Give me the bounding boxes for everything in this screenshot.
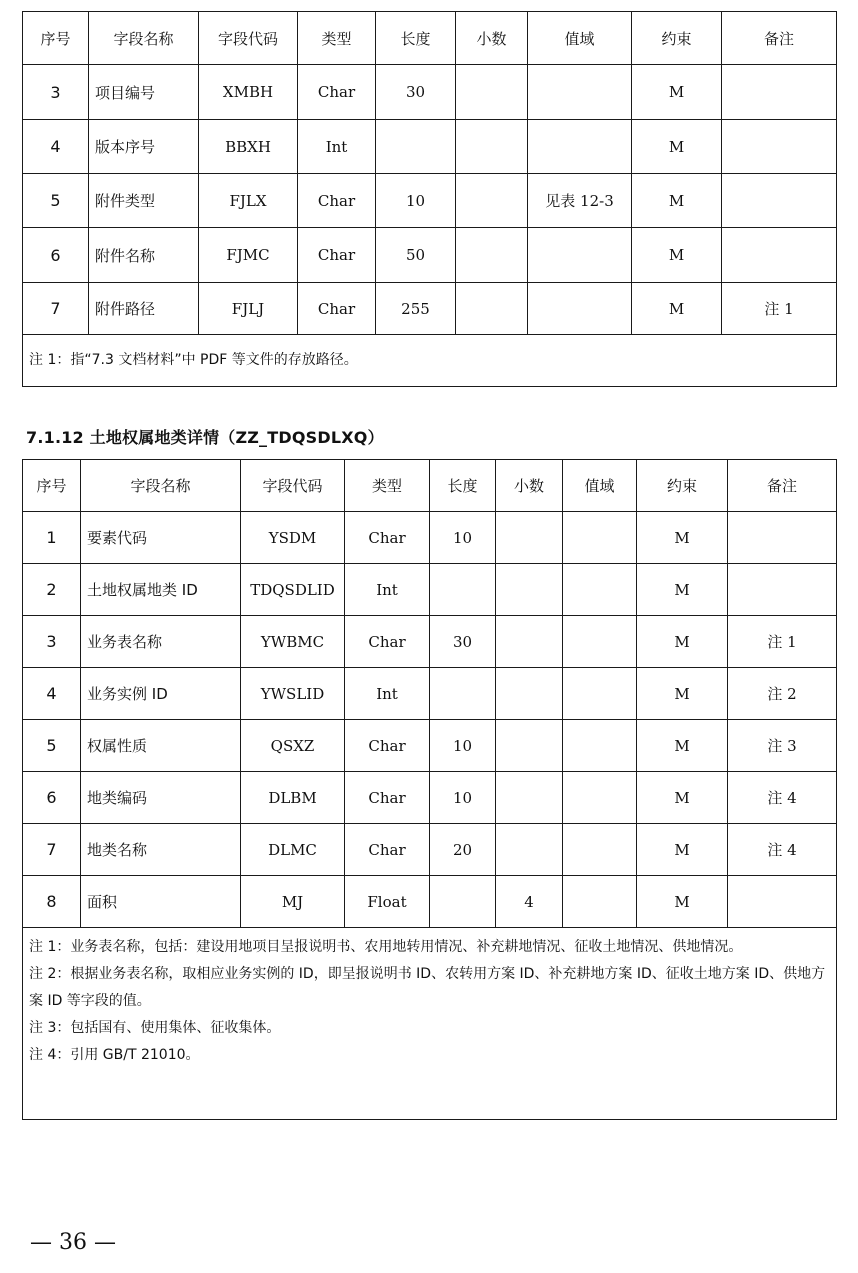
- cell-code: FJLJ: [199, 283, 298, 335]
- cell-no: 3: [23, 616, 81, 668]
- cell-remark: [728, 876, 837, 928]
- cell-code: BBXH: [199, 120, 298, 174]
- cell-domain: [528, 283, 632, 335]
- cell-domain: 见表 12-3: [528, 174, 632, 228]
- table-row: [23, 772, 837, 824]
- cell-code: TDQSDLID: [241, 564, 345, 616]
- cell-code: QSXZ: [241, 720, 345, 772]
- header-cell: 小数: [496, 460, 563, 512]
- cell-constraint: M: [637, 616, 728, 668]
- cell-decimal: [496, 720, 563, 772]
- cell-name: 要素代码: [81, 512, 241, 564]
- header-cell: 序号: [23, 12, 89, 65]
- cell-decimal: [456, 120, 528, 174]
- cell-decimal: [456, 174, 528, 228]
- table-row: [23, 564, 837, 616]
- cell-length: 30: [376, 65, 456, 120]
- note-text: 注 4：引用 GB/T 21010。: [29, 1047, 200, 1063]
- cell-constraint: M: [632, 228, 722, 283]
- cell-remark: 注 4: [728, 772, 837, 824]
- cell-no: 7: [23, 283, 89, 335]
- cell-length: [430, 564, 496, 616]
- notes-cell: [23, 928, 837, 1120]
- table-notes-row: [23, 928, 837, 1120]
- cell-length: [430, 668, 496, 720]
- header-cell: 长度: [376, 12, 456, 65]
- cell-name: 业务表名称: [81, 616, 241, 668]
- header-cell: 字段名称: [89, 12, 199, 65]
- field-table-land-ownership: [22, 459, 837, 1120]
- cell-no: 5: [23, 174, 89, 228]
- cell-length: 10: [430, 772, 496, 824]
- cell-code: MJ: [241, 876, 345, 928]
- table-row: [23, 174, 837, 228]
- cell-length: [376, 120, 456, 174]
- header-cell: 值域: [563, 460, 637, 512]
- table-row: [23, 668, 837, 720]
- cell-remark: [728, 564, 837, 616]
- cell-type: Int: [345, 564, 430, 616]
- table-row: [23, 616, 837, 668]
- cell-length: 30: [430, 616, 496, 668]
- cell-type: Int: [345, 668, 430, 720]
- cell-domain: [563, 616, 637, 668]
- cell-decimal: [456, 65, 528, 120]
- note-text: 注 3：包括国有、使用集体、征收集体。: [29, 1020, 281, 1036]
- header-cell: 字段代码: [199, 12, 298, 65]
- field-table-attachments: [22, 11, 837, 387]
- note-text: 注 1：指“7.3 文档材料”中 PDF 等文件的存放路径。: [29, 352, 358, 368]
- cell-constraint: M: [632, 174, 722, 228]
- cell-remark: 注 1: [728, 616, 837, 668]
- header-cell: 值域: [528, 12, 632, 65]
- cell-length: [430, 876, 496, 928]
- cell-constraint: M: [637, 512, 728, 564]
- cell-code: DLMC: [241, 824, 345, 876]
- table-row: [23, 228, 837, 283]
- table-row: [23, 720, 837, 772]
- cell-type: Char: [298, 228, 376, 283]
- cell-no: 6: [23, 772, 81, 824]
- cell-name: 地类名称: [81, 824, 241, 876]
- cell-constraint: M: [637, 720, 728, 772]
- cell-code: FJMC: [199, 228, 298, 283]
- note-text: 注 2：根据业务表名称，取相应业务实例的 ID，即呈报说明书 ID、农转用方案 ID、补充耕地方案 ID、征收土地方案 ID、供地方案 ID 等字段的值。: [29, 966, 826, 1009]
- cell-constraint: M: [632, 65, 722, 120]
- cell-remark: [722, 228, 837, 283]
- table-header-row: [23, 460, 837, 512]
- cell-name: 项目编号: [89, 65, 199, 120]
- cell-remark: [722, 174, 837, 228]
- header-cell: 字段代码: [241, 460, 345, 512]
- header-cell: 类型: [345, 460, 430, 512]
- cell-code: XMBH: [199, 65, 298, 120]
- cell-decimal: [456, 228, 528, 283]
- cell-domain: [528, 120, 632, 174]
- cell-decimal: 4: [496, 876, 563, 928]
- cell-length: 10: [430, 512, 496, 564]
- cell-name: 土地权属地类 ID: [81, 564, 241, 616]
- cell-type: Char: [298, 174, 376, 228]
- cell-domain: [563, 824, 637, 876]
- page-number: — 36 —: [30, 1230, 116, 1255]
- cell-no: 6: [23, 228, 89, 283]
- table-notes-row: [23, 335, 837, 387]
- table-row: [23, 876, 837, 928]
- cell-type: Float: [345, 876, 430, 928]
- notes-cell: [23, 335, 837, 387]
- cell-type: Char: [298, 283, 376, 335]
- cell-name: 权属性质: [81, 720, 241, 772]
- cell-length: 50: [376, 228, 456, 283]
- cell-no: 7: [23, 824, 81, 876]
- cell-no: 4: [23, 668, 81, 720]
- cell-domain: [563, 564, 637, 616]
- cell-no: 5: [23, 720, 81, 772]
- cell-decimal: [496, 668, 563, 720]
- cell-constraint: M: [637, 668, 728, 720]
- cell-remark: 注 3: [728, 720, 837, 772]
- table-row: [23, 120, 837, 174]
- cell-domain: [528, 228, 632, 283]
- cell-code: YWSLID: [241, 668, 345, 720]
- cell-no: 8: [23, 876, 81, 928]
- cell-no: 4: [23, 120, 89, 174]
- table-row: [23, 65, 837, 120]
- cell-constraint: M: [632, 283, 722, 335]
- cell-domain: [563, 720, 637, 772]
- table-row: [23, 283, 837, 335]
- header-cell: 类型: [298, 12, 376, 65]
- cell-type: Char: [298, 65, 376, 120]
- cell-code: FJLX: [199, 174, 298, 228]
- cell-domain: [563, 512, 637, 564]
- cell-remark: [722, 120, 837, 174]
- cell-remark: [728, 512, 837, 564]
- cell-no: 1: [23, 512, 81, 564]
- table-row: [23, 512, 837, 564]
- cell-decimal: [496, 772, 563, 824]
- table-row: [23, 824, 837, 876]
- cell-no: 2: [23, 564, 81, 616]
- cell-name: 版本序号: [89, 120, 199, 174]
- table-header-row: [23, 12, 837, 65]
- cell-length: 10: [376, 174, 456, 228]
- cell-decimal: [496, 824, 563, 876]
- cell-constraint: M: [637, 876, 728, 928]
- cell-decimal: [496, 512, 563, 564]
- note-text: 注 1：业务表名称，包括：建设用地项目呈报说明书、农用地转用情况、补充耕地情况、征收土地情况、供地情况。: [29, 939, 743, 955]
- cell-constraint: M: [632, 120, 722, 174]
- cell-type: Char: [345, 616, 430, 668]
- cell-length: 255: [376, 283, 456, 335]
- cell-domain: [563, 772, 637, 824]
- cell-type: Char: [345, 720, 430, 772]
- cell-type: Char: [345, 512, 430, 564]
- header-cell: 约束: [632, 12, 722, 65]
- cell-decimal: [496, 564, 563, 616]
- cell-name: 附件类型: [89, 174, 199, 228]
- cell-domain: [563, 876, 637, 928]
- header-cell: 备注: [728, 460, 837, 512]
- cell-remark: [722, 65, 837, 120]
- cell-name: 业务实例 ID: [81, 668, 241, 720]
- cell-constraint: M: [637, 772, 728, 824]
- header-cell: 约束: [637, 460, 728, 512]
- cell-no: 3: [23, 65, 89, 120]
- cell-length: 20: [430, 824, 496, 876]
- header-cell: 备注: [722, 12, 837, 65]
- cell-domain: [528, 65, 632, 120]
- cell-name: 附件名称: [89, 228, 199, 283]
- cell-name: 地类编码: [81, 772, 241, 824]
- section-heading: 7.1.12 土地权属地类详情（ZZ_TDQSDLXQ）: [26, 428, 384, 447]
- cell-type: Char: [345, 772, 430, 824]
- cell-decimal: [496, 616, 563, 668]
- cell-remark: 注 2: [728, 668, 837, 720]
- cell-constraint: M: [637, 564, 728, 616]
- header-cell: 序号: [23, 460, 81, 512]
- cell-code: YWBMC: [241, 616, 345, 668]
- header-cell: 小数: [456, 12, 528, 65]
- header-cell: 长度: [430, 460, 496, 512]
- header-cell: 字段名称: [81, 460, 241, 512]
- cell-constraint: M: [637, 824, 728, 876]
- cell-remark: 注 4: [728, 824, 837, 876]
- cell-name: 面积: [81, 876, 241, 928]
- cell-name: 附件路径: [89, 283, 199, 335]
- cell-domain: [563, 668, 637, 720]
- cell-type: Char: [345, 824, 430, 876]
- cell-code: YSDM: [241, 512, 345, 564]
- cell-length: 10: [430, 720, 496, 772]
- cell-type: Int: [298, 120, 376, 174]
- cell-code: DLBM: [241, 772, 345, 824]
- cell-decimal: [456, 283, 528, 335]
- cell-remark: 注 1: [722, 283, 837, 335]
